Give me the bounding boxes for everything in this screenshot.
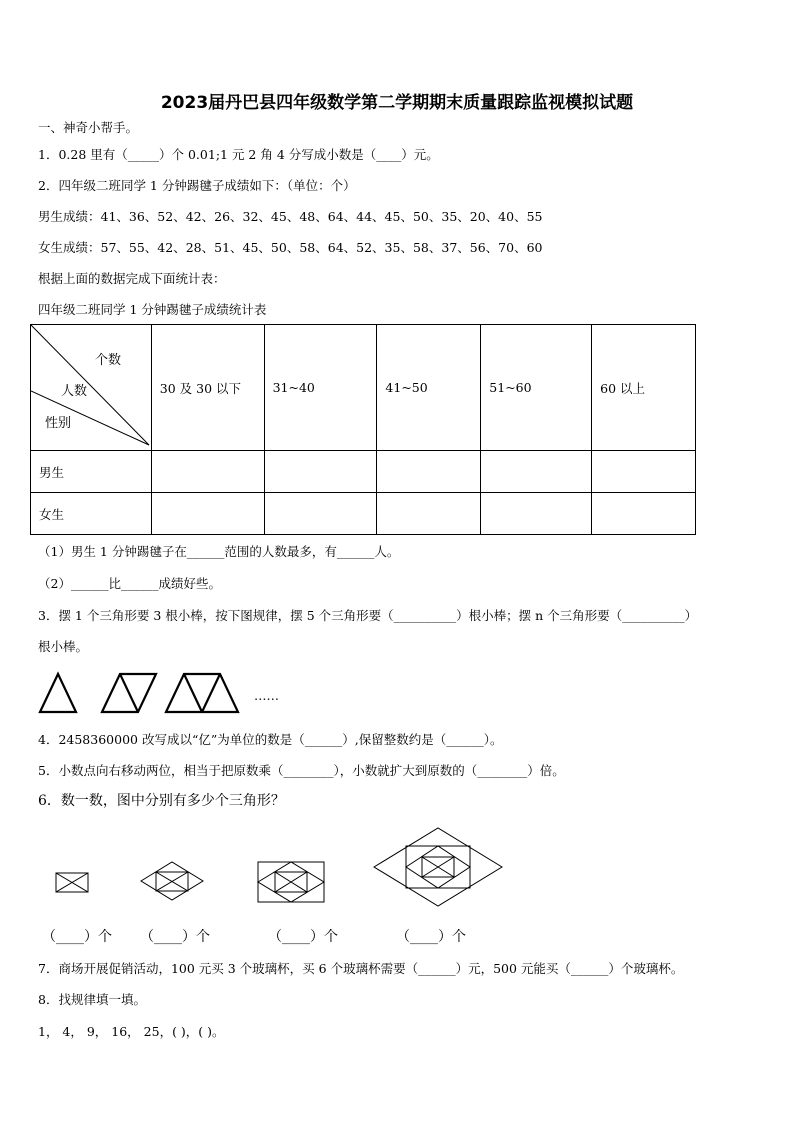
q6-answer-3[interactable]: （____）个: [268, 929, 338, 945]
q6-answer-4[interactable]: （____）个: [396, 929, 466, 945]
corner-people-label: 人数: [61, 384, 88, 399]
question-4: 4．2458360000 改写成以“亿”为单位的数是（______）,保留整数约是（______）。: [38, 732, 503, 747]
header-cell: 41~50: [377, 325, 481, 451]
answer-cell[interactable]: [481, 493, 592, 535]
figure-rect-diamond-rect: [254, 858, 330, 906]
stats-table: [30, 324, 696, 535]
header-cell: 31~40: [264, 325, 377, 451]
question-1: 1．0.28 里有（_____）个 0.01;1 元 2 角 4 分写成小数是（____）元。: [38, 147, 439, 162]
question-8: 8．找规律填一填。: [38, 992, 146, 1007]
table-row-boys: [31, 451, 696, 493]
question-3-line1: 3．摆 1 个三角形要 3 根小棒，按下图规律，摆 5 个三角形要（__________）根小棒；摆 n 个三角形要（__________）: [38, 608, 698, 623]
question-5: 5．小数点向右移动两位，相当于把原数乘（________），小数就扩大到原数的（________）倍。: [38, 763, 565, 778]
pattern-ellipsis: ……: [254, 688, 279, 703]
girls-scores: 女生成绩：57、55、42、28、51、45、50、58、64、52、35、58、37、56、70、60: [38, 240, 543, 255]
question-6: 6．数一数，图中分别有多少个三角形？: [38, 793, 285, 809]
figure-nested-diamonds: [372, 826, 506, 908]
question-7: 7．商场开展促销活动，100 元买 3 个玻璃杯，买 6 个玻璃杯需要（______）元，500 元能买（______）个玻璃杯。: [38, 961, 684, 976]
boys-scores: 男生成绩：41、36、52、42、26、32、45、48、64、44、45、50、35、20、40、55: [38, 209, 543, 224]
answer-cell[interactable]: [377, 493, 481, 535]
corner-count-label: 个数: [95, 353, 122, 368]
triangle-pattern-figure: [38, 670, 248, 716]
answer-cell[interactable]: [377, 451, 481, 493]
question-2-sub1: （1）男生 1 分钟踢毽子在______范围的人数最多，有______人。: [38, 544, 400, 559]
q6-answer-1[interactable]: （____）个: [42, 929, 112, 945]
question-2-intro: 2．四年级二班同学 1 分钟踢毽子成绩如下：（单位：个）: [38, 178, 356, 193]
header-cell: 51~60: [481, 325, 592, 451]
row-label: 女生: [31, 493, 152, 535]
question-8-sequence: 1， 4， 9， 16， 25，( )，( )。: [38, 1024, 225, 1039]
table-instruction: 根据上面的数据完成下面统计表：: [38, 271, 226, 286]
header-cell: 30 及 30 以下: [151, 325, 264, 451]
question-3-line2: 根小棒。: [38, 639, 89, 654]
table-caption: 四年级二班同学 1 分钟踢毽子成绩统计表: [38, 302, 267, 317]
row-label: 男生: [31, 451, 152, 493]
question-2-sub2: （2）______比______成绩好些。: [38, 576, 221, 591]
answer-cell[interactable]: [481, 451, 592, 493]
q6-answer-2[interactable]: （____）个: [140, 929, 210, 945]
corner-header-cell: [31, 325, 152, 451]
figure-diamond-rect: [136, 860, 208, 902]
section-heading: 一、神奇小帮手。: [38, 120, 139, 135]
figure-rect-cross: [50, 870, 92, 896]
answer-cell[interactable]: [592, 493, 696, 535]
answer-cell[interactable]: [151, 493, 264, 535]
answer-cell[interactable]: [264, 493, 377, 535]
table-header-row: [31, 325, 696, 451]
answer-cell[interactable]: [264, 451, 377, 493]
answer-cell[interactable]: [151, 451, 264, 493]
header-cell: 60 以上: [592, 325, 696, 451]
page-title: 2023届丹巴县四年级数学第二学期期末质量跟踪监视模拟试题: [160, 93, 634, 113]
diagonal-lines: [31, 325, 152, 451]
corner-gender-label: 性别: [45, 416, 72, 431]
answer-cell[interactable]: [592, 451, 696, 493]
table-row-girls: [31, 493, 696, 535]
